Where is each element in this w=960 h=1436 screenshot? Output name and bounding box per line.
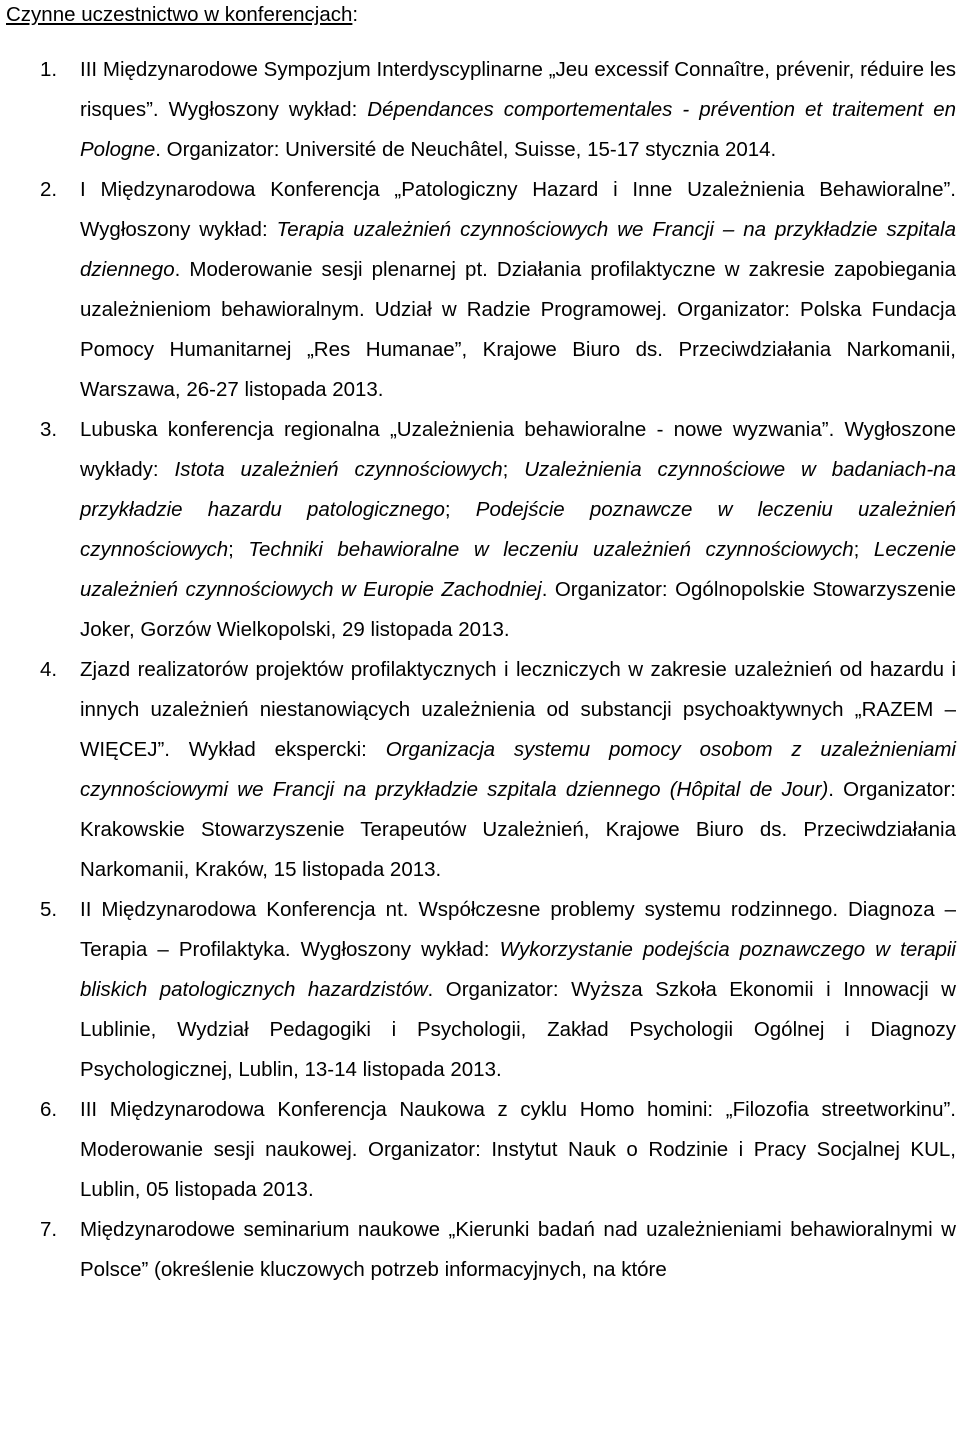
lecture-title: Uzależnienia czynnościowe w badaniach-na przykładzie hazardu patologicznego bbox=[80, 458, 956, 521]
lecture-title: Dépendances comportementales - prévention et traitement en Pologne bbox=[80, 98, 956, 161]
item-text-segment: . Organizator: Université de Neuchâtel, Suisse, 15-17 stycznia 2014. bbox=[155, 138, 777, 161]
item-number: 5. bbox=[40, 898, 58, 921]
item-text bbox=[80, 650, 956, 890]
lecture-title: Wykorzystanie podejścia poznawczego w terapii bliskich patologicznych hazardzistów bbox=[80, 938, 956, 1001]
item-text-segment: . Moderowanie sesji plenarnej pt. Działania profilaktyczne w zakresie zapobiegania uzależnieniom behawioralnym. Udział w Radzie Programowej. Organizator: Polska Fundacja Pomocy Humanitarnej „Res Humanae”, Krajowe Biuro ds. Przeciwdziałania Narkomanii, Warszawa, 26-27 listopada 2013. bbox=[80, 258, 956, 401]
item-text bbox=[80, 170, 956, 410]
lecture-title: Istota uzależnień czynnościowych bbox=[174, 458, 503, 481]
section-heading bbox=[6, 2, 358, 28]
conference-item bbox=[0, 650, 960, 890]
conference-item bbox=[0, 170, 960, 410]
conference-item bbox=[0, 1210, 960, 1290]
item-number: 4. bbox=[40, 658, 58, 681]
item-text-segment: III Międzynarodowa Konferencja Naukowa z cyklu Homo homini: „Filozofia streetworkinu”. Moderowanie sesji naukowej. Organizator: Instytut Nauk o Rodzinie i Pracy Socjalnej KUL, Lublin, 05 listopada 2013. bbox=[80, 1098, 956, 1201]
lecture-title: Leczenie uzależnień czynnościowych w Europie Zachodniej bbox=[80, 538, 956, 601]
conference-item bbox=[0, 410, 960, 650]
lecture-title: Terapia uzależnień czynnościowych we Francji – na przykładzie szpitala dziennego bbox=[80, 218, 956, 281]
item-text-segment: I Międzynarodowa Konferencja „Patologiczny Hazard i Inne Uzależnienia Behawioralne”. Wygłoszony wykład: bbox=[80, 178, 956, 241]
item-text-segment: III Międzynarodowe Sympozjum Interdyscyplinarne „Jeu excessif Connaître, prévenir, réduire les risques”. Wygłoszony wykład: bbox=[80, 58, 956, 121]
lecture-title: Podejście poznawcze w leczeniu uzależnień czynnościowych bbox=[80, 498, 956, 561]
item-text-segment: Zjazd realizatorów projektów profilaktycznych i leczniczych w zakresie uzależnień od hazardu i innych uzależnień niestanowiących uzależnienia od substancji psychoaktywnych „RAZEM – WIĘCEJ”. Wykład ekspercki: bbox=[80, 658, 956, 761]
item-number: 1. bbox=[40, 58, 58, 81]
item-text-segment: . Organizator: Wyższa Szkoła Ekonomii i Innowacji w Lublinie, Wydział Pedagogiki i Psychologii, Zakład Psychologii Ogólnej i Diagnozy Psychologicznej, Lublin, 13-14 listopada 2013. bbox=[80, 978, 956, 1081]
conference-item bbox=[0, 50, 960, 170]
item-text bbox=[80, 890, 956, 1090]
item-text-segment: II Międzynarodowa Konferencja nt. Współczesne problemy systemu rodzinnego. Diagnoza – Terapia – Profilaktyka. Wygłoszony wykład: bbox=[80, 898, 956, 961]
item-text-segment: . Organizator: Ogólnopolskie Stowarzyszenie Joker, Gorzów Wielkopolski, 29 listopada 2013. bbox=[80, 578, 957, 641]
item-text bbox=[80, 50, 956, 170]
item-text-segment: ; bbox=[228, 538, 249, 561]
item-text-segment: Lubuska konferencja regionalna „Uzależnienia behawioralne - nowe wyzwania”. Wygłoszone wykłady: bbox=[80, 418, 956, 481]
item-text bbox=[80, 1210, 956, 1290]
item-text-segment: . Organizator: Krakowskie Stowarzyszenie Terapeutów Uzależnień, Krajowe Biuro ds. Przeciwdziałania Narkomanii, Kraków, 15 listopada 2013. bbox=[80, 778, 956, 881]
lecture-title: Techniki behawioralne w leczeniu uzależnień czynnościowych bbox=[248, 538, 854, 561]
conference-list bbox=[0, 50, 960, 1290]
lecture-title: Organizacja systemu pomocy osobom z uzależnieniami czynnościowymi we Francji na przykładzie szpitala dziennego (Hôpital de Jour) bbox=[80, 738, 956, 801]
section-heading-colon: : bbox=[352, 3, 359, 26]
item-text-segment: Międzynarodowe seminarium naukowe „Kierunki badań nad uzależnieniami behawioralnymi w Polsce” (określenie kluczowych potrzeb informacyjnych, na które bbox=[80, 1218, 956, 1281]
conference-item bbox=[0, 1090, 960, 1210]
item-text-segment: ; bbox=[502, 458, 525, 481]
item-number: 7. bbox=[40, 1218, 58, 1241]
item-number: 6. bbox=[40, 1098, 58, 1121]
item-number: 2. bbox=[40, 178, 58, 201]
section-heading-text: Czynne uczestnictwo w konferencjach bbox=[6, 3, 353, 26]
item-number: 3. bbox=[40, 418, 58, 441]
conference-item bbox=[0, 890, 960, 1090]
item-text bbox=[80, 1090, 956, 1210]
item-text bbox=[80, 410, 956, 650]
item-text-segment: ; bbox=[444, 498, 476, 521]
item-text-segment: ; bbox=[853, 538, 874, 561]
